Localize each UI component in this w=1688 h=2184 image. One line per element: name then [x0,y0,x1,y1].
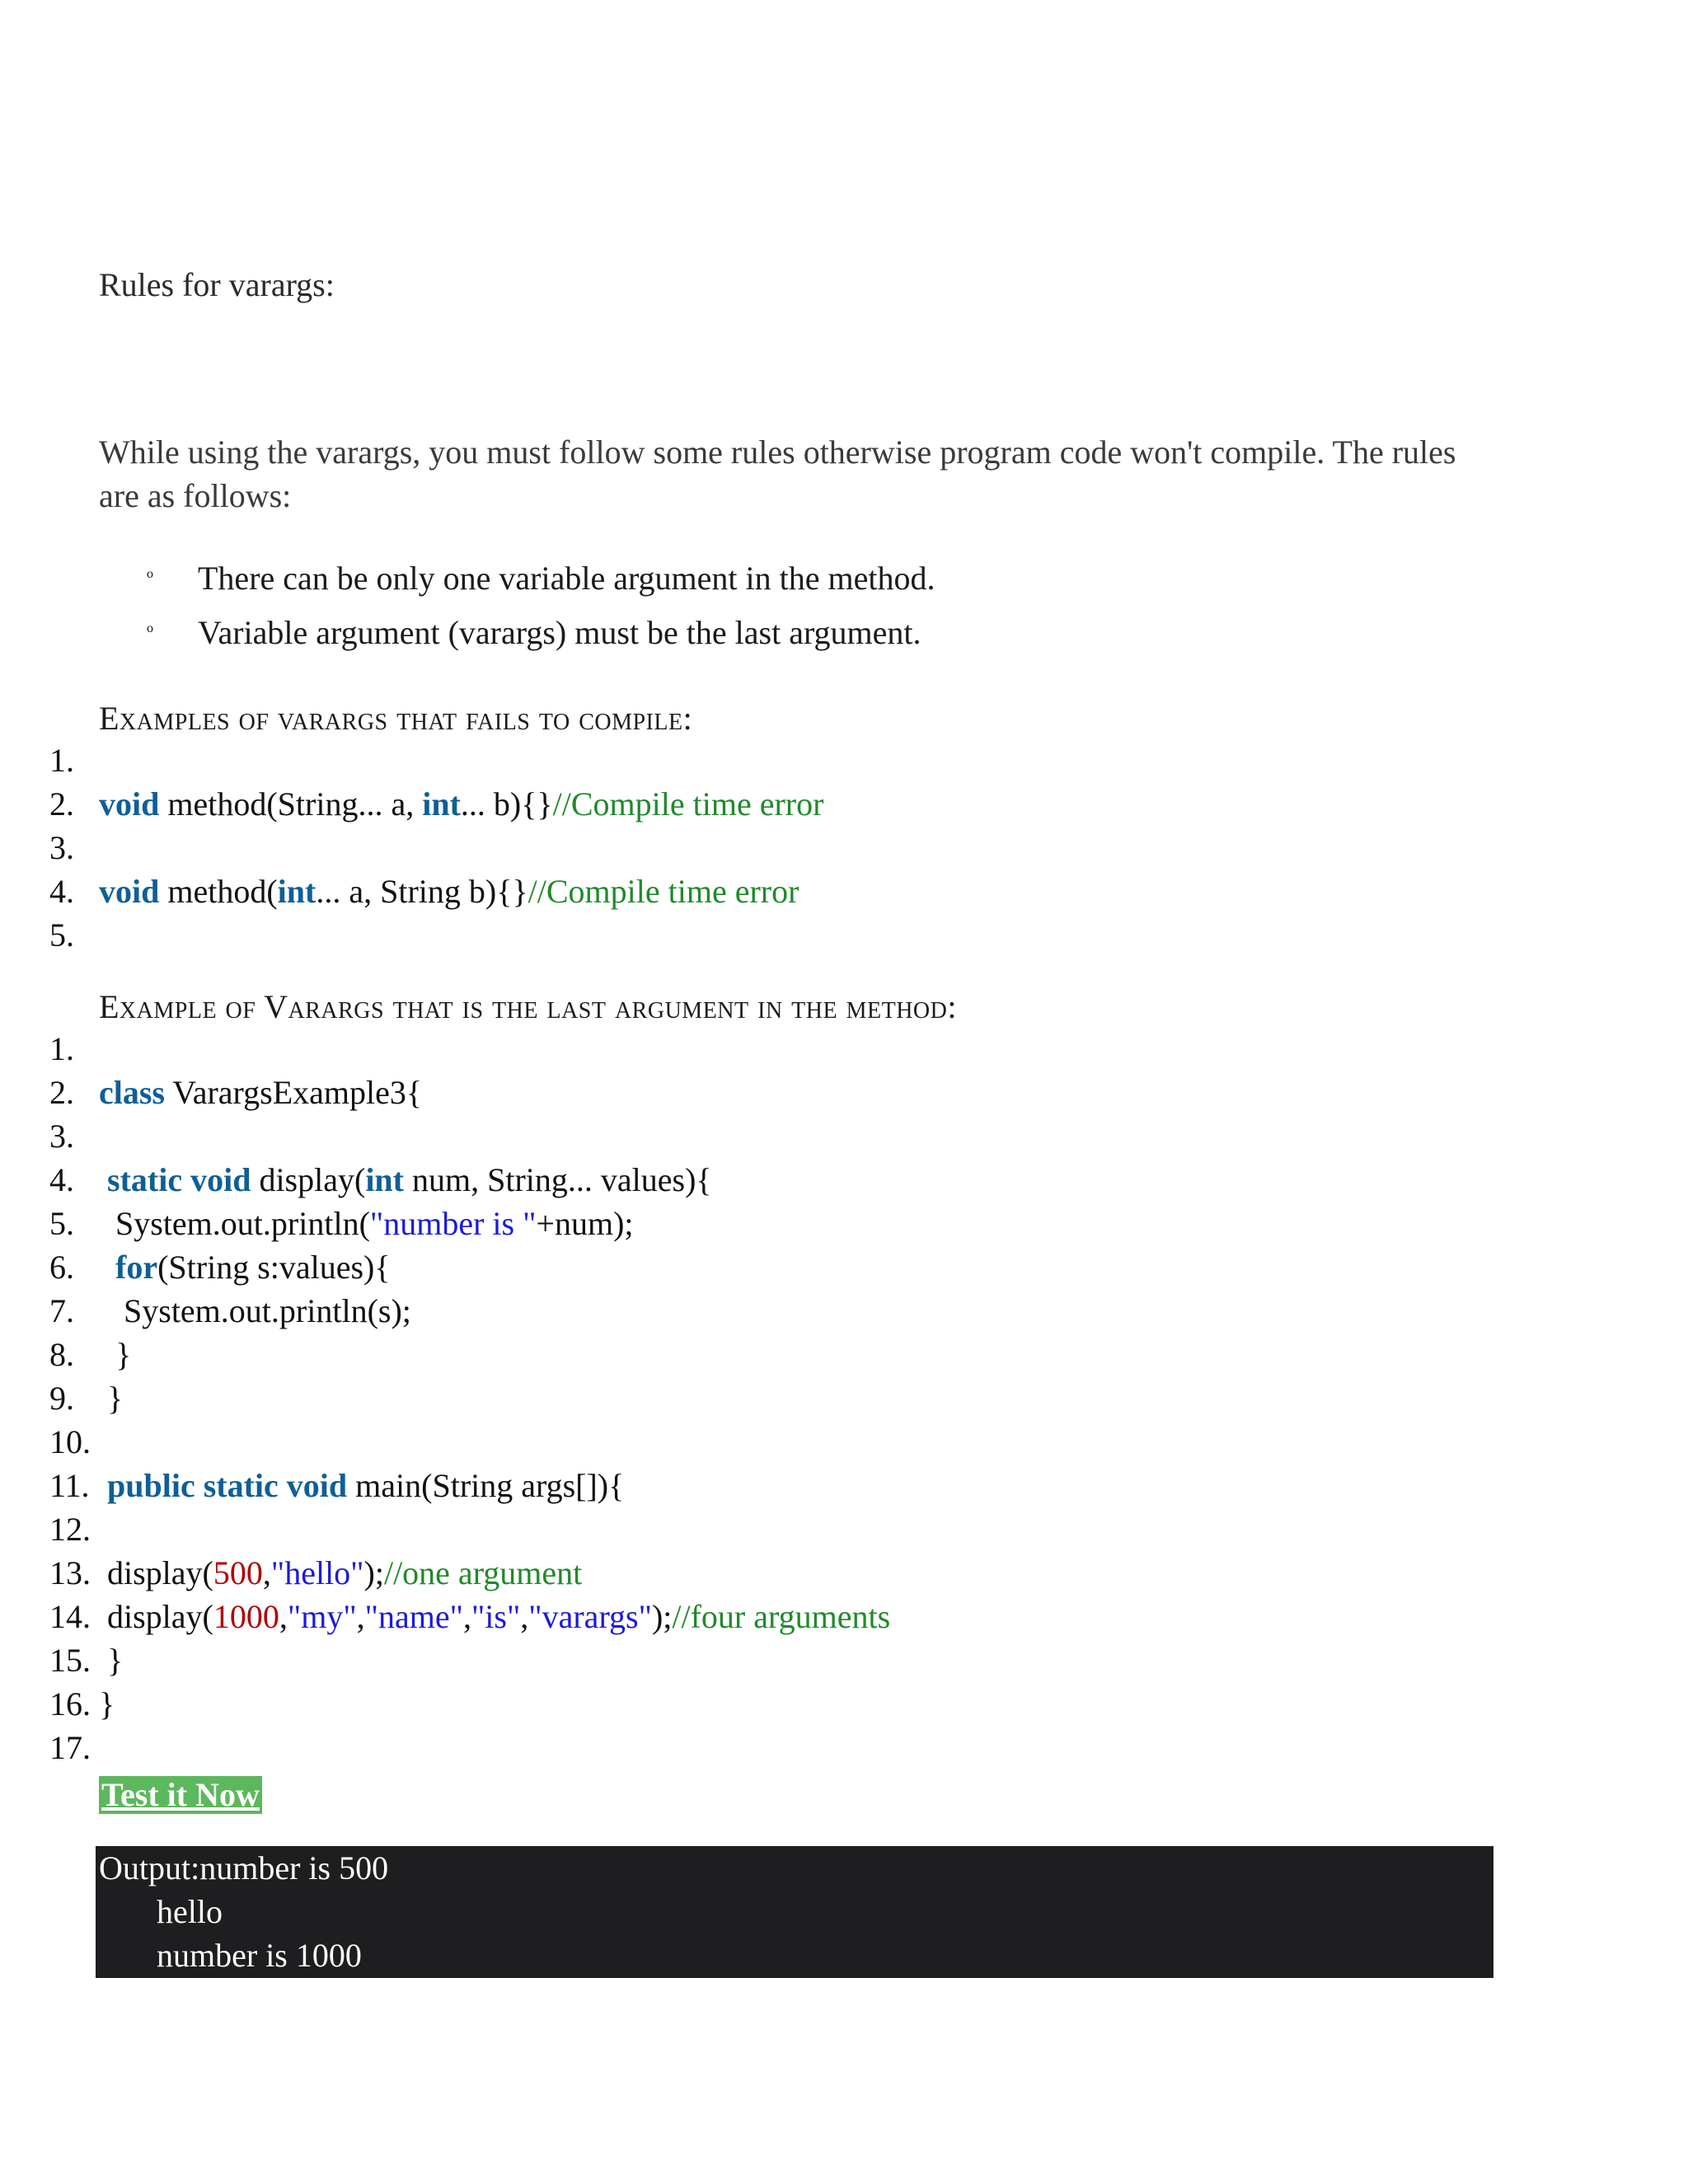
code-token: } [99,1336,132,1373]
code-token: , [356,1598,365,1635]
line-number: 6. [49,1249,74,1286]
code-text [99,1071,422,1114]
code-token: } [99,1685,115,1722]
code-token: 1000 [213,1598,279,1635]
line-number: 1. [49,742,74,779]
code-text [99,1638,123,1682]
output-panel [96,1846,1493,1978]
code-token: method(String... a, [159,785,423,823]
intro-paragraph: While using the varargs, you must follow some rules otherwise program code won't compile. The rules are as follows: [99,434,1456,514]
code-token: int [277,873,316,910]
code-token: static void [107,1161,251,1198]
code-token: System.out.println(s); [99,1292,411,1329]
code-token: num, String... values){ [404,1161,712,1198]
code-token: "hello" [270,1554,364,1591]
line-number: 3. [49,829,74,866]
code-token: , [520,1598,529,1635]
line-number: 5. [49,1205,74,1242]
bullet-marker: o [147,621,153,635]
code-token: display( [251,1161,366,1198]
line-number: 2. [49,1074,74,1111]
code-text [99,869,799,913]
code-token: void [99,785,160,823]
line-number: 15. [49,1642,91,1679]
output-line: number is 1000 [157,1937,362,1974]
code-token: (String s:values){ [157,1249,391,1286]
code-token: display( [99,1598,213,1635]
code-token: ... b){} [460,785,553,823]
code-token: //one argument [383,1554,583,1591]
line-number: 8. [49,1336,74,1373]
page-heading: Rules for varargs: [99,266,335,303]
line-number: 4. [49,873,74,910]
code-token: System.out.println( [99,1205,370,1242]
section-title-fail: Examples of varargs that fails to compile: [99,700,693,737]
line-number: 11. [49,1467,90,1504]
code-token: display( [99,1554,213,1591]
line-number: 4. [49,1161,74,1198]
code-token: , [462,1598,471,1635]
section-title-last-arg: Example of Varargs that is the last argument in the method: [99,988,957,1025]
code-text [99,1158,712,1202]
code-token: "varargs" [528,1598,652,1635]
code-token [99,1467,107,1504]
line-number: 9. [49,1380,74,1417]
code-token: int [422,785,461,823]
test-it-now-button[interactable]: Test it Now [99,1776,262,1814]
code-text [99,1202,634,1245]
code-text [99,1245,391,1289]
code-token: //Compile time error [552,785,824,823]
code-token: class [99,1074,165,1111]
line-number: 14. [49,1598,91,1635]
bullet-item: Variable argument (varargs) must be the last argument. [198,614,921,651]
code-token: "number is " [369,1205,537,1242]
code-token: method( [159,873,278,910]
code-token: 500 [213,1554,263,1591]
code-token [99,1161,107,1198]
code-token: "my" [287,1598,357,1635]
output-line: hello [157,1893,223,1930]
code-token: public static void [107,1467,348,1504]
line-number: 1. [49,1030,74,1067]
code-text [99,1289,411,1333]
bullet-marker: o [147,567,153,581]
code-token: //Compile time error [528,873,799,910]
line-number: 10. [49,1423,91,1460]
code-token: ); [651,1598,673,1635]
code-token: int [365,1161,404,1198]
code-token: } [99,1380,124,1417]
line-number: 13. [49,1554,91,1591]
code-text [99,782,823,826]
code-token: , [262,1554,271,1591]
line-number: 16. [49,1685,91,1722]
output-line: Output:number is 500 [99,1849,389,1886]
code-text [99,1551,582,1595]
line-number: 7. [49,1292,74,1329]
line-number: 2. [49,785,74,823]
code-token: for [115,1249,158,1286]
line-number: 5. [49,916,74,954]
code-token: "is" [471,1598,521,1635]
line-number: 3. [49,1118,74,1155]
code-token: , [279,1598,288,1635]
code-token: +num); [536,1205,634,1242]
code-token: void [99,873,160,910]
code-text [99,1682,115,1726]
code-text [99,1333,131,1376]
code-token: VarargsExample3{ [165,1074,423,1111]
code-token: ... a, String b){} [316,873,528,910]
code-token: //four arguments [672,1598,891,1635]
line-number: 17. [49,1729,91,1766]
bullet-item: There can be only one variable argument in the method. [198,560,935,597]
code-token [99,1249,115,1286]
code-token: ); [363,1554,384,1591]
code-text [99,1595,890,1638]
code-text [99,1464,624,1507]
code-token: main(String args[]){ [347,1467,625,1504]
code-token: } [99,1642,124,1679]
line-number: 12. [49,1511,91,1548]
code-token: "name" [364,1598,463,1635]
code-text [99,1376,123,1420]
